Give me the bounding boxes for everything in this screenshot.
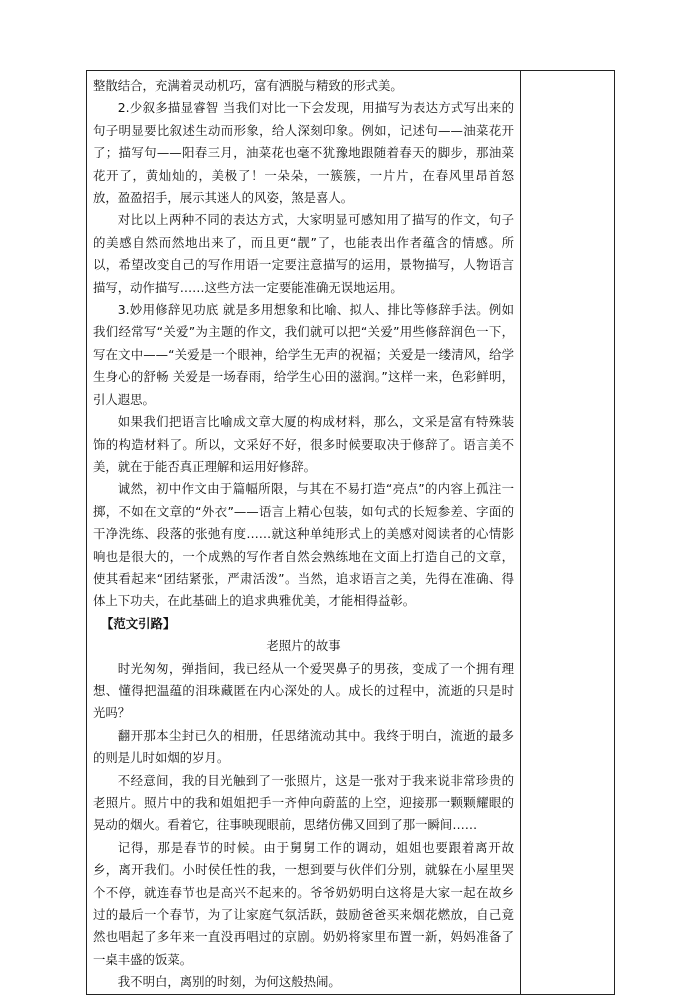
sample-essay-section <box>93 658 514 994</box>
paragraph: 3.妙用修辞见功底 就是多用想象和比喻、拟人、排比等修辞手法。例如我们经常写“关爱”为主题的作文，我们就可以把“关爱”用些修辞润色一下，写在文中——“关爱是一个眼神，给学生无声的祝福；关爱是一缕清风，给学生身心的舒畅 关爱是一场春雨，给学生心田的滋润。”这样一来，色彩鲜明，引人遐思。 <box>93 302 514 407</box>
paragraph: 不经意间，我的目光触到了一张照片，这是一张对于我来说非常珍贵的老照片。照片中的我和姐姐把手一齐伸向蔚蓝的上空，迎接那一颗颗耀眼的晃动的烟火。看着它，往事映现眼前，思绪仿佛又回到了那一瞬间…… <box>93 772 514 833</box>
content-table <box>86 70 615 995</box>
paragraph: 如果我们把语言比喻成文章大厦的构成材料，那么，文采是富有特殊装饰的构造材料了。所以，文采好不好，很多时候要取决于修辞了。语言美不美，就在于能否真正理解和运用好修辞。 <box>93 414 514 474</box>
paragraph: 翻开那本尘封已久的相册，任思绪流动其中。我终于明白，流逝的最多的则是儿时如烟的岁月。 <box>93 727 514 766</box>
notes-cell <box>521 71 615 995</box>
essay-tips-section <box>93 75 514 613</box>
story-title: 老照片的故事 <box>266 638 341 654</box>
paragraph: 诚然，初中作文由于篇幅所限，与其在不易打造“亮点”的内容上孤注一掷，不如在文章的“外衣”——语言上精心包装，如句式的长短参差、字面的干净洗练、段落的张弛有度……就这种单纯形式上的美感对阅读者的心情影响也是很大的，一个成熟的写作者自然会熟练地在文面上打造自己的文章，使其看起来“团结紧张，严肃活泼”。当然，追求语言之美，先得在准确、得体上下功夫，在此基础上的追求典雅优美，才能相得益彰。 <box>93 481 514 609</box>
paragraph: 对比以上两种不同的表达方式，大家明显可感知用了描写的作文，句子的美感自然而然地出来了，而且更“靓”了，也能表出作者蕴含的情感。所以，希望改变自己的写作用语一定要注意描写的运用，景物描写，人物语言描写，动作描写……这些方法一定要能准确无误地运用。 <box>93 212 514 295</box>
article-body <box>87 71 520 994</box>
paragraph: 记得，那是春节的时候。由于舅舅工作的调动，姐姐也要跟着离开故乡，离开我们。小时侯任性的我，一想到要与伙伴们分别，就躲在小屋里哭个不停，就连春节也是高兴不起来的。爷爷奶奶明白这将是大家一起在故乡过的最后一个春节，为了让家庭气氛活跃，鼓励爸爸买来烟花燃放，自己竟然也唱起了多年来一直没再唱过的京剧。奶奶将家里布置一新，妈妈准备了一桌丰盛的饭菜。 <box>93 839 514 967</box>
paragraph: 2.少叙多描显睿智 当我们对比一下会发现，用描写为表达方式写出来的句子明显要比叙述生动而形象，给人深刻印象。例如，记述句——油菜花开了；描写句——阳春三月，油菜花也毫不犹豫地跟随着春天的脚步，那油菜花开了，黄灿灿的，美极了！一朵朵，一簇簇，一片片，在春风里昂首怒放，盈盈招手，展示其迷人的风姿，煞是喜人。 <box>93 100 514 206</box>
section-label: 【范文引路】 <box>101 615 176 631</box>
main-cell <box>87 71 521 995</box>
paragraph: 时光匆匆，弹指间，我已经从一个爱哭鼻子的男孩，变成了一个拥有理想、懂得把温蕴的泪珠藏匿在内心深处的人。成长的过程中，流逝的只是时光吗？ <box>93 660 514 721</box>
paragraph: 整散结合，充满着灵动机巧，富有洒脱与精致的形式美。 <box>93 78 403 93</box>
paragraph: 我不明白，离别的时刻，为何这般热闹。 <box>117 974 341 990</box>
